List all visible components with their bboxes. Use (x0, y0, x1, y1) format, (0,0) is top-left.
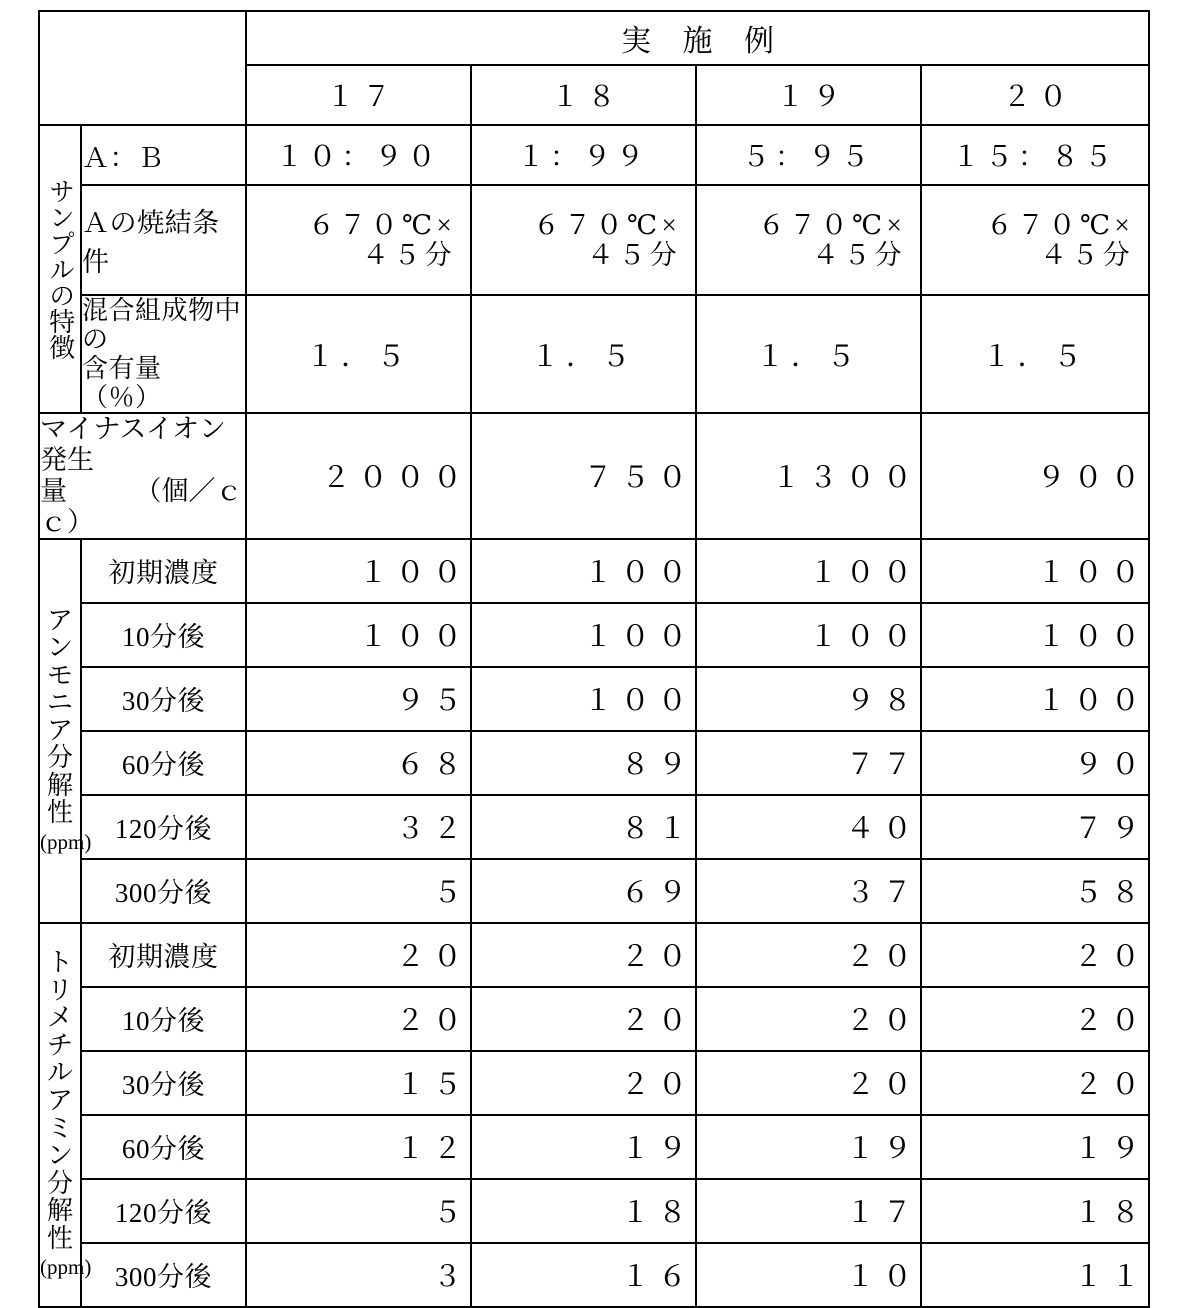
table-row (39, 539, 1149, 603)
cell-tma-10min-20: ２０ (921, 987, 1149, 1051)
cell-ammonia-300min-19: ３７ (696, 859, 921, 923)
cell-content-20: １．５ (921, 295, 1149, 413)
table-row (39, 987, 1149, 1051)
cell-tma-initial-18: ２０ (471, 923, 696, 987)
cell-ion-19: １３００ (696, 413, 921, 538)
cell-content-18: １．５ (471, 295, 696, 413)
cell-ammonia-300min-20: ５８ (921, 859, 1149, 923)
table-row (39, 731, 1149, 795)
group-label-trimethylamine-text: トリメチ ルアミン 分解性 (46, 948, 73, 1253)
cell-tma-10min-19: ２０ (696, 987, 921, 1051)
cell-content-17: １．５ (246, 295, 471, 413)
cell-content-19: １．５ (696, 295, 921, 413)
group-label-ammonia-decomposition (39, 539, 92, 923)
cell-tma-120min-18: １８ (471, 1179, 696, 1243)
table-row (39, 923, 1149, 987)
row-label-ammonia-30min: 30分後 (81, 667, 246, 731)
cell-ammonia-60min-18: ８９ (471, 731, 696, 795)
cell-ab-19: ５：９５ (696, 125, 921, 185)
table-row (39, 1051, 1149, 1115)
experiment-results-table (38, 10, 1150, 1308)
cell-tma-300min-20: １１ (921, 1243, 1149, 1307)
cell-ammonia-initial-18: １００ (471, 539, 696, 603)
cell-ammonia-120min-19: ４０ (696, 795, 921, 859)
cell-ammonia-30min-19: ９８ (696, 667, 921, 731)
table-row (39, 295, 1149, 413)
cell-ion-18: ７５０ (471, 413, 696, 538)
header-example-group: 実施例 (246, 11, 1149, 65)
group-label-ammonia-unit: (ppm) (40, 829, 92, 854)
cell-tma-60min-20: １９ (921, 1115, 1149, 1179)
row-label-ammonia-60min: 60分後 (81, 731, 246, 795)
table-row (39, 859, 1149, 923)
cell-ammonia-120min-20: ７９ (921, 795, 1149, 859)
cell-ammonia-10min-18: １００ (471, 603, 696, 667)
cell-ammonia-30min-17: ９５ (246, 667, 471, 731)
row-label-ab-ratio: Ａ：Ｂ (81, 125, 246, 185)
table-row (39, 1243, 1149, 1307)
cell-ammonia-60min-20: ９０ (921, 731, 1149, 795)
cell-tma-300min-17: ３ (246, 1243, 471, 1307)
table-row (39, 603, 1149, 667)
header-col-19: １９ (696, 65, 921, 125)
header-col-17: １７ (246, 65, 471, 125)
cell-ammonia-initial-19: １００ (696, 539, 921, 603)
row-label-ammonia-10min: 10分後 (81, 603, 246, 667)
cell-ion-17: ２０００ (246, 413, 471, 538)
cell-ion-20: ９００ (921, 413, 1149, 538)
cell-tma-30min-19: ２０ (696, 1051, 921, 1115)
table-row (39, 1179, 1149, 1243)
cell-ammonia-300min-17: ５ (246, 859, 471, 923)
cell-ammonia-120min-18: ８１ (471, 795, 696, 859)
cell-tma-30min-20: ２０ (921, 1051, 1149, 1115)
cell-tma-120min-17: ５ (246, 1179, 471, 1243)
cell-tma-10min-18: ２０ (471, 987, 696, 1051)
table-row (39, 125, 1149, 185)
cell-sinter-18: ６７０℃× ４５分 (471, 185, 696, 295)
row-label-tma-10min: 10分後 (81, 987, 246, 1051)
table-row (39, 795, 1149, 859)
cell-tma-30min-18: ２０ (471, 1051, 696, 1115)
cell-tma-60min-18: １９ (471, 1115, 696, 1179)
table-row (39, 667, 1149, 731)
table-header-row-group (39, 11, 1149, 65)
row-label-ammonia-300min: 300分後 (81, 859, 246, 923)
cell-ammonia-10min-19: １００ (696, 603, 921, 667)
cell-ab-17: １０：９０ (246, 125, 471, 185)
row-label-tma-30min: 30分後 (81, 1051, 246, 1115)
row-label-negative-ion-generation: マイナスイオン発生 量 （個／ｃｃ） (39, 413, 246, 538)
cell-ammonia-10min-17: １００ (246, 603, 471, 667)
cell-tma-120min-19: １７ (696, 1179, 921, 1243)
cell-tma-120min-20: １８ (921, 1179, 1149, 1243)
cell-tma-300min-18: １６ (471, 1243, 696, 1307)
row-label-tma-initial: 初期濃度 (81, 923, 246, 987)
row-label-tma-300min: 300分後 (81, 1243, 246, 1307)
header-corner-blank (39, 11, 246, 125)
row-label-ammonia-initial: 初期濃度 (81, 539, 246, 603)
cell-tma-initial-17: ２０ (246, 923, 471, 987)
cell-tma-60min-19: １９ (696, 1115, 921, 1179)
cell-ammonia-120min-17: ３２ (246, 795, 471, 859)
group-label-sample-features: サンプルの特徴 (39, 125, 81, 413)
row-label-content-ratio: 混合組成物中の 含有量 （％） (81, 295, 246, 413)
cell-tma-60min-17: １２ (246, 1115, 471, 1179)
cell-ammonia-60min-17: ６８ (246, 731, 471, 795)
cell-ammonia-initial-20: １００ (921, 539, 1149, 603)
cell-ammonia-10min-20: １００ (921, 603, 1149, 667)
header-col-20: ２０ (921, 65, 1149, 125)
group-label-ammonia-text: アンモニ ア分解性 (46, 605, 73, 828)
cell-ammonia-initial-17: １００ (246, 539, 471, 603)
cell-tma-initial-20: ２０ (921, 923, 1149, 987)
cell-ammonia-30min-18: １００ (471, 667, 696, 731)
cell-tma-10min-17: ２０ (246, 987, 471, 1051)
row-label-ammonia-120min: 120分後 (81, 795, 246, 859)
cell-sinter-17: ６７０℃× ４５分 (246, 185, 471, 295)
group-label-trimethylamine-decomposition (39, 923, 92, 1307)
row-label-tma-120min: 120分後 (81, 1179, 246, 1243)
cell-ammonia-300min-18: ６９ (471, 859, 696, 923)
row-label-tma-60min: 60分後 (81, 1115, 246, 1179)
row-label-sintering-condition: Ａの焼結条件 (81, 185, 246, 295)
cell-sinter-19: ６７０℃× ４５分 (696, 185, 921, 295)
cell-ab-18: １：９９ (471, 125, 696, 185)
header-col-18: １８ (471, 65, 696, 125)
cell-ammonia-30min-20: １００ (921, 667, 1149, 731)
cell-ab-20: １５：８５ (921, 125, 1149, 185)
cell-tma-300min-19: １０ (696, 1243, 921, 1307)
group-label-trimethylamine-unit: (ppm) (40, 1255, 92, 1280)
cell-ammonia-60min-19: ７７ (696, 731, 921, 795)
cell-sinter-20: ６７０℃× ４５分 (921, 185, 1149, 295)
cell-tma-initial-19: ２０ (696, 923, 921, 987)
cell-tma-30min-17: １５ (246, 1051, 471, 1115)
table-row (39, 1115, 1149, 1179)
table-row (39, 413, 1149, 538)
table-row (39, 185, 1149, 295)
